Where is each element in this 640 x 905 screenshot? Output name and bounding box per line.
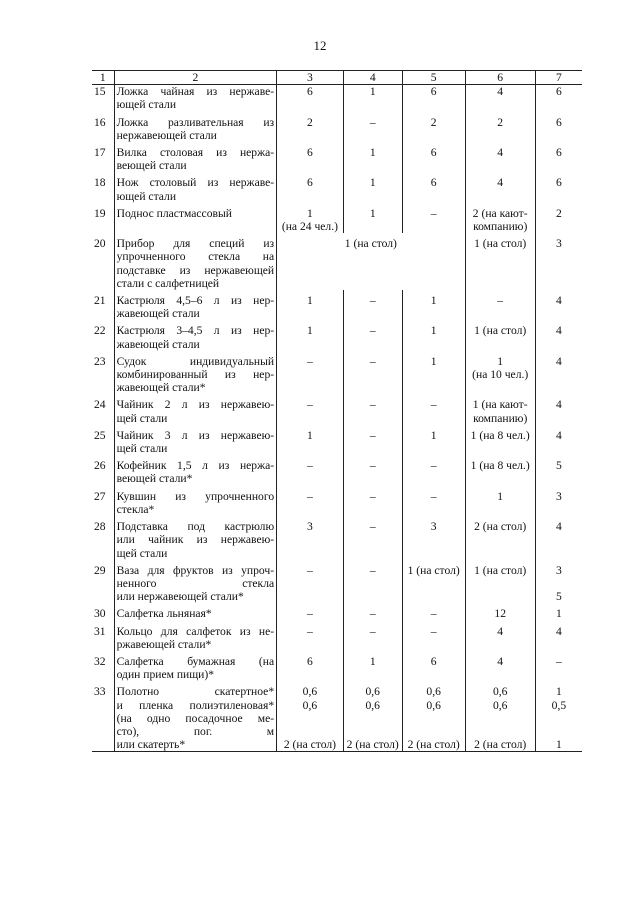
quantity-cell: 1 (402, 351, 465, 395)
row-number-cell: 31 (92, 621, 114, 651)
header-cell: 3 (277, 71, 344, 85)
page-number: 12 (313, 38, 327, 53)
quantity-cell: 1 (на кают- компанию) (465, 394, 535, 424)
service-life-cell: 4 (556, 520, 562, 534)
row-number-cell: 21 (92, 290, 114, 320)
item-name-line: подставке из нержавеющей (116, 263, 275, 277)
item-name-line: стекла* (116, 502, 155, 516)
service-life-cell: 3 (556, 237, 562, 251)
service-life-cell: 4 (556, 354, 562, 368)
quantity-cell: 4 (465, 142, 535, 172)
quantity-cell: – (343, 351, 402, 395)
quantity-cell: 1 (на 10 чел.) (465, 351, 535, 395)
header-cell: 5 (402, 71, 465, 85)
quantity-cell: – (343, 486, 402, 516)
item-name-line: нержавеющей стали (116, 128, 217, 142)
quantity-cell: 1 (402, 320, 465, 350)
quantity-cell: – (343, 425, 402, 455)
service-life-cell: – (556, 654, 562, 668)
item-name-line: или скатерть* (116, 738, 186, 752)
quantity-cell: 6 (277, 85, 344, 112)
quantity-cell: 1 (на 8 чел.) (465, 425, 535, 455)
item-name-cell (114, 394, 277, 424)
quantity-cell: 3 (277, 516, 344, 560)
quantity-cell: – (277, 351, 344, 395)
service-life-cell: 4 (556, 428, 562, 442)
row-number-cell: 15 (92, 85, 114, 112)
item-name-line: Кувшин из упрочненного (116, 489, 275, 503)
service-life-cell: 6 (556, 146, 562, 160)
item-name-line: ненного стекла (116, 576, 275, 590)
service-life-cell: 6 (556, 176, 562, 190)
quantity-cell: 1 (465, 486, 535, 516)
quantity-cell: 6 (402, 172, 465, 202)
quantity-cell: – (402, 455, 465, 485)
quantity-cell: 1 (на 8 чел.) (465, 455, 535, 485)
quantity-cell: 0,6 0,6 2 (на стол) (465, 681, 535, 752)
table-row (92, 425, 582, 455)
table-row (92, 486, 582, 516)
quantity-cell: 1 (277, 320, 344, 350)
norms-table (92, 70, 582, 752)
header-cell: 2 (114, 71, 277, 85)
item-name-line: Судок индивидуальный (116, 354, 275, 368)
row-number-cell: 32 (92, 651, 114, 681)
quantity-cell: – (343, 320, 402, 350)
item-name-cell (114, 651, 277, 681)
row-number-cell: 16 (92, 112, 114, 142)
quantity-cell: 1 (на стол) (465, 233, 535, 290)
quantity-cell: – (277, 603, 344, 620)
table-row (92, 621, 582, 651)
header-cell: 1 (92, 71, 114, 85)
item-name-line: жавеющей стали* (116, 381, 206, 395)
header-cell: 4 (343, 71, 402, 85)
item-name-cell (114, 320, 277, 350)
service-life-cell: 1 (556, 607, 562, 621)
item-name-cell (114, 142, 277, 172)
item-name-cell (114, 233, 277, 290)
row-number-cell: 20 (92, 233, 114, 290)
header-cell: 7 (535, 71, 582, 85)
quantity-cell: 4 (465, 621, 535, 651)
quantity-cell: – (402, 603, 465, 620)
quantity-cell: 6 (402, 85, 465, 112)
quantity-cell: 2 (402, 112, 465, 142)
service-life-cell: 6 (556, 115, 562, 129)
quantity-cell: 1 (на стол) (465, 320, 535, 350)
row-number-cell: 30 (92, 603, 114, 620)
item-name-line: один прием пищи)* (116, 668, 215, 682)
table-row (92, 455, 582, 485)
item-name-line: щей стали (116, 442, 168, 456)
table-row (92, 290, 582, 320)
item-name-line: Ваза для фруктов из упроч- (116, 563, 275, 577)
row-number-cell: 26 (92, 455, 114, 485)
table-row (92, 85, 582, 112)
item-name-cell (114, 560, 277, 604)
service-life-cell: 6 (556, 85, 562, 99)
item-name-line: Чайник 2 л из нержавею- (116, 398, 275, 412)
item-name-line: и пленка полиэтиленовая* (116, 698, 275, 712)
item-name-cell (114, 203, 277, 233)
quantity-cell: 12 (465, 603, 535, 620)
row-number-cell: 23 (92, 351, 114, 395)
row-number-cell: 28 (92, 516, 114, 560)
quantity-cell: 0,6 0,6 2 (на стол) (343, 681, 402, 752)
quantity-cell: 2 (465, 112, 535, 142)
item-name-line: Ложка чайная из нержаве- (116, 85, 275, 99)
item-name-line: Салфетка бумажная (на (116, 654, 275, 668)
item-name-line: или чайник из нержавею- (116, 533, 275, 547)
table-row (92, 142, 582, 172)
table-row (92, 560, 582, 604)
item-name-line: ржавеющей стали* (116, 637, 212, 651)
row-number-cell: 33 (92, 681, 114, 752)
item-name-line: Чайник 3 л из нержавею- (116, 428, 275, 442)
item-name-line: Подставка под кастрюлю (116, 520, 275, 534)
table-row (92, 681, 582, 752)
quantity-cell: 4 (465, 651, 535, 681)
table-row (92, 351, 582, 395)
row-number-cell: 27 (92, 486, 114, 516)
quantity-cell: 1 (на стол) (465, 560, 535, 604)
service-life-cell: 3 (556, 489, 562, 503)
item-name-line: Кофейник 1,5 л из нержа- (116, 459, 275, 473)
quantity-cell: 1 (402, 425, 465, 455)
item-name-cell (114, 425, 277, 455)
quantity-cell: 6 (277, 172, 344, 202)
quantity-cell: – (343, 516, 402, 560)
item-name-cell (114, 516, 277, 560)
quantity-cell: – (402, 621, 465, 651)
table-row (92, 233, 582, 290)
quantity-cell: – (277, 486, 344, 516)
quantity-cell: – (343, 290, 402, 320)
quantity-cell: 0,6 0,6 2 (на стол) (277, 681, 344, 752)
item-name-line: (на одно посадочное ме- (116, 711, 275, 725)
item-name-line: жавеющей стали (116, 337, 200, 351)
item-name-cell (114, 621, 277, 651)
table-header-row (92, 71, 582, 85)
quantity-cell: 2 (277, 112, 344, 142)
header-cell: 6 (465, 71, 535, 85)
item-name-cell (114, 85, 277, 112)
table-row (92, 394, 582, 424)
quantity-cell: – (277, 560, 344, 604)
item-name-cell (114, 351, 277, 395)
item-name-line: ющей стали (116, 98, 177, 112)
quantity-cell: 6 (277, 651, 344, 681)
row-number-cell: 18 (92, 172, 114, 202)
quantity-cell: – (277, 394, 344, 424)
quantity-cell: – (402, 486, 465, 516)
service-life-cell: 1 0,5 1 (535, 681, 582, 752)
quantity-cell: – (277, 621, 344, 651)
item-name-line: Поднос пластмассовый (116, 206, 232, 220)
quantity-cell: – (343, 455, 402, 485)
quantity-cell: 4 (465, 85, 535, 112)
item-name-line: Полотно скатертное* (116, 685, 275, 699)
quantity-cell: 6 (402, 142, 465, 172)
item-name-line: жавеющей стали (116, 307, 200, 321)
service-life-cell: 4 (556, 324, 562, 338)
table-row (92, 603, 582, 620)
quantity-cell: 1 (277, 290, 344, 320)
item-name-line: Кастрюля 4,5–6 л из нер- (116, 294, 275, 308)
quantity-cell: 1 (277, 425, 344, 455)
row-number-cell: 17 (92, 142, 114, 172)
item-name-line: Нож столовый из нержаве- (116, 176, 275, 190)
service-life-cell: 2 (556, 206, 562, 220)
quantity-cell: 1 (402, 290, 465, 320)
quantity-cell: 6 (277, 142, 344, 172)
quantity-cell: 4 (465, 172, 535, 202)
row-number-cell: 22 (92, 320, 114, 350)
row-number-cell: 29 (92, 560, 114, 604)
quantity-cell: 1 (343, 142, 402, 172)
quantity-cell: 0,6 0,6 2 (на стол) (402, 681, 465, 752)
row-number-cell: 24 (92, 394, 114, 424)
table-row (92, 112, 582, 142)
item-name-line: щей стали (116, 546, 168, 560)
item-name-cell (114, 486, 277, 516)
item-name-line: Прибор для специй из (116, 237, 275, 251)
item-name-line: Вилка столовая из нержа- (116, 146, 275, 160)
item-name-cell (114, 112, 277, 142)
quantity-cell: 1 (343, 651, 402, 681)
item-name-cell (114, 681, 277, 752)
quantity-cell: 1 (343, 172, 402, 202)
quantity-cell: 2 (на кают- компанию) (465, 203, 535, 233)
quantity-cell: 1 (343, 203, 402, 233)
quantity-cell: – (402, 394, 465, 424)
quantity-cell: – (343, 394, 402, 424)
item-name-line: Ложка разливательная из (116, 115, 275, 129)
row-number-cell: 19 (92, 203, 114, 233)
table-row (92, 516, 582, 560)
quantity-cell: – (343, 112, 402, 142)
item-name-cell (114, 603, 277, 620)
item-name-line: стали с салфетницей (116, 276, 220, 290)
table-row (92, 203, 582, 233)
item-name-line: щей стали (116, 411, 168, 425)
item-name-cell (114, 172, 277, 202)
item-name-cell (114, 455, 277, 485)
item-name-line: или нержавеющей стали* (116, 590, 244, 604)
item-name-line: ющей стали (116, 189, 177, 203)
quantity-cell-merged: 1 (на стол) (277, 233, 465, 290)
table-row (92, 172, 582, 202)
quantity-cell: 2 (на стол) (465, 516, 535, 560)
quantity-cell: 3 (402, 516, 465, 560)
quantity-cell: 6 (402, 651, 465, 681)
table-row (92, 651, 582, 681)
quantity-cell: 1 (на 24 чел.) (277, 203, 344, 233)
service-life-cell: 3 5 (556, 563, 562, 604)
item-name-cell (114, 290, 277, 320)
quantity-cell: – (402, 203, 465, 233)
quantity-cell: – (465, 290, 535, 320)
quantity-cell: – (343, 621, 402, 651)
item-name-line: веющей стали* (116, 472, 193, 486)
row-number-cell: 25 (92, 425, 114, 455)
service-life-cell: 4 (556, 294, 562, 308)
service-life-cell: 5 (556, 459, 562, 473)
item-name-line: сто), пог. м (116, 724, 275, 738)
quantity-cell: – (343, 603, 402, 620)
item-name-line: Кольцо для салфеток из не- (116, 624, 275, 638)
item-name-line: веющей стали (116, 159, 187, 173)
item-name-line: Кастрюля 3–4,5 л из нер- (116, 324, 275, 338)
quantity-cell: 1 (343, 85, 402, 112)
item-name-line: Салфетка льняная* (116, 607, 212, 621)
table-row (92, 320, 582, 350)
quantity-cell: – (343, 560, 402, 604)
quantity-cell: – (277, 455, 344, 485)
service-life-cell: 4 (556, 624, 562, 638)
item-name-line: упрочненного стекла на (116, 250, 275, 264)
quantity-cell: 1 (на стол) (402, 560, 465, 604)
service-life-cell: 4 (556, 398, 562, 412)
item-name-line: комбинированный из нер- (116, 368, 275, 382)
